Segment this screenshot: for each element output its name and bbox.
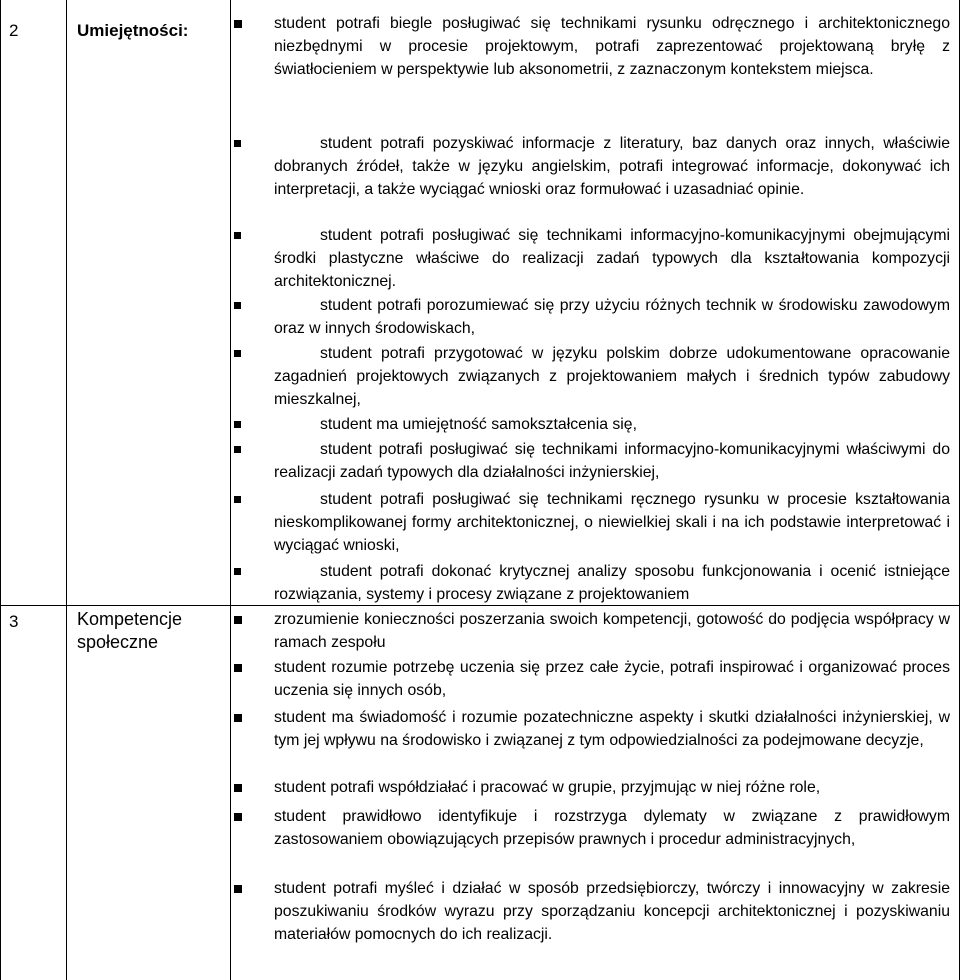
list-item: student potrafi przygotować w języku polskim dobrze udokumentowane opracowanie zagadnień projektowych związanych z projektowaniem małych i średnich typów zabudowy mieszkalnej, (234, 342, 950, 411)
bullet-icon (234, 350, 241, 357)
list-item: student potrafi posługiwać się technikami informacyjno-komunikacyjnymi obejmującymi środki plastyczne właściwe do realizacji zadań typowych dla kształtowania kompozycji architektonicznej. (234, 224, 950, 293)
bullet-icon (234, 568, 241, 575)
bullet-icon (234, 20, 242, 28)
row-heading: Kompetencje społeczne (77, 609, 183, 652)
bullet-icon (234, 784, 242, 792)
bullet-icon (234, 421, 241, 428)
list-item: student rozumie potrzebę uczenia się przez całe życie, potrafi inspirować i organizować proces uczenia się innych osób, (234, 656, 950, 702)
list-item: zrozumienie konieczności poszerzania swoich kompetencji, gotowość do podjęcia współpracy w ramach zespołu (234, 608, 950, 654)
bullet-icon (234, 302, 241, 309)
bullet-icon (234, 664, 242, 672)
list-item: student potrafi dokonać krytycznej analizy sposobu funkcjonowania i ocenić istniejące rozwiązania, systemy i procesy związane z projektowaniem (234, 560, 950, 606)
bullet-icon (234, 813, 242, 821)
list-item: student ma umiejętność samokształcenia się, (234, 413, 950, 436)
list-item: student potrafi myśleć i działać w sposób przedsiębiorczy, twórczy i innowacyjny w zakresie poszukiwaniu środków wyrazu przy sporządzaniu koncepcji architektonicznej i pozyskiwaniu materiałów pomocnych do ich realizacji. (234, 877, 950, 946)
list-item: student potrafi biegle posługiwać się technikami rysunku odręcznego i architektonicznego niezbędnymi w procesie projektowym, potrafi zaprezentować projektowaną bryłę z światłocieniem w perspektywie lub aksonometrii, z zaznaczonym kontekstem miejsca. (234, 12, 950, 81)
bullet-icon (234, 714, 242, 722)
bullet-icon (234, 140, 241, 147)
table-border-left (0, 0, 1, 980)
bullet-icon (234, 446, 241, 453)
table-column-divider-2 (230, 0, 231, 980)
row-number: 3 (9, 612, 19, 631)
list-item: student potrafi posługiwać się technikami informacyjno-komunikacyjnymi właściwymi do realizacji zadań typowych dla działalności inżynierskiej, (234, 438, 950, 484)
list-item: student potrafi posługiwać się technikami ręcznego rysunku w procesie kształtowania nieskomplikowanej formy architektonicznej, o niewielkiej skali i na ich podstawie interpretować i wyciągać wnioski, (234, 488, 950, 557)
list-item: student prawidłowo identyfikuje i rozstrzyga dylematy w związane z prawidłowym zastosowaniem obowiązujących przepisów prawnych i procedur administracyjnych, (234, 805, 950, 851)
row-heading: Umiejętności: (77, 21, 189, 40)
bullet-icon (234, 885, 242, 893)
bullet-icon (234, 616, 242, 624)
list-item: student potrafi współdziałać i pracować w grupie, przyjmując w niej różne role, (234, 776, 950, 799)
bullet-icon (234, 496, 241, 503)
list-item: student potrafi porozumiewać się przy użyciu różnych technik w środowisku zawodowym oraz w innych środowiskach, (234, 294, 950, 340)
list-item: student ma świadomość i rozumie pozatechniczne aspekty i skutki działalności inżynierskiej, w tym jej wpływu na środowisko i związanej z tym odpowiedzialności za podejmowane decyzje, (234, 706, 950, 752)
table-column-divider-1 (66, 0, 67, 980)
bullet-icon (234, 232, 241, 239)
row-number: 2 (9, 21, 19, 40)
list-item: student potrafi pozyskiwać informacje z literatury, baz danych oraz innych, właściwie dobranych źródeł, także w języku angielskim, potrafi integrować informacje, dokonywać ich interpretacji, a także wyciągać wnioski oraz formułować i uzasadniać opinie. (234, 132, 950, 201)
